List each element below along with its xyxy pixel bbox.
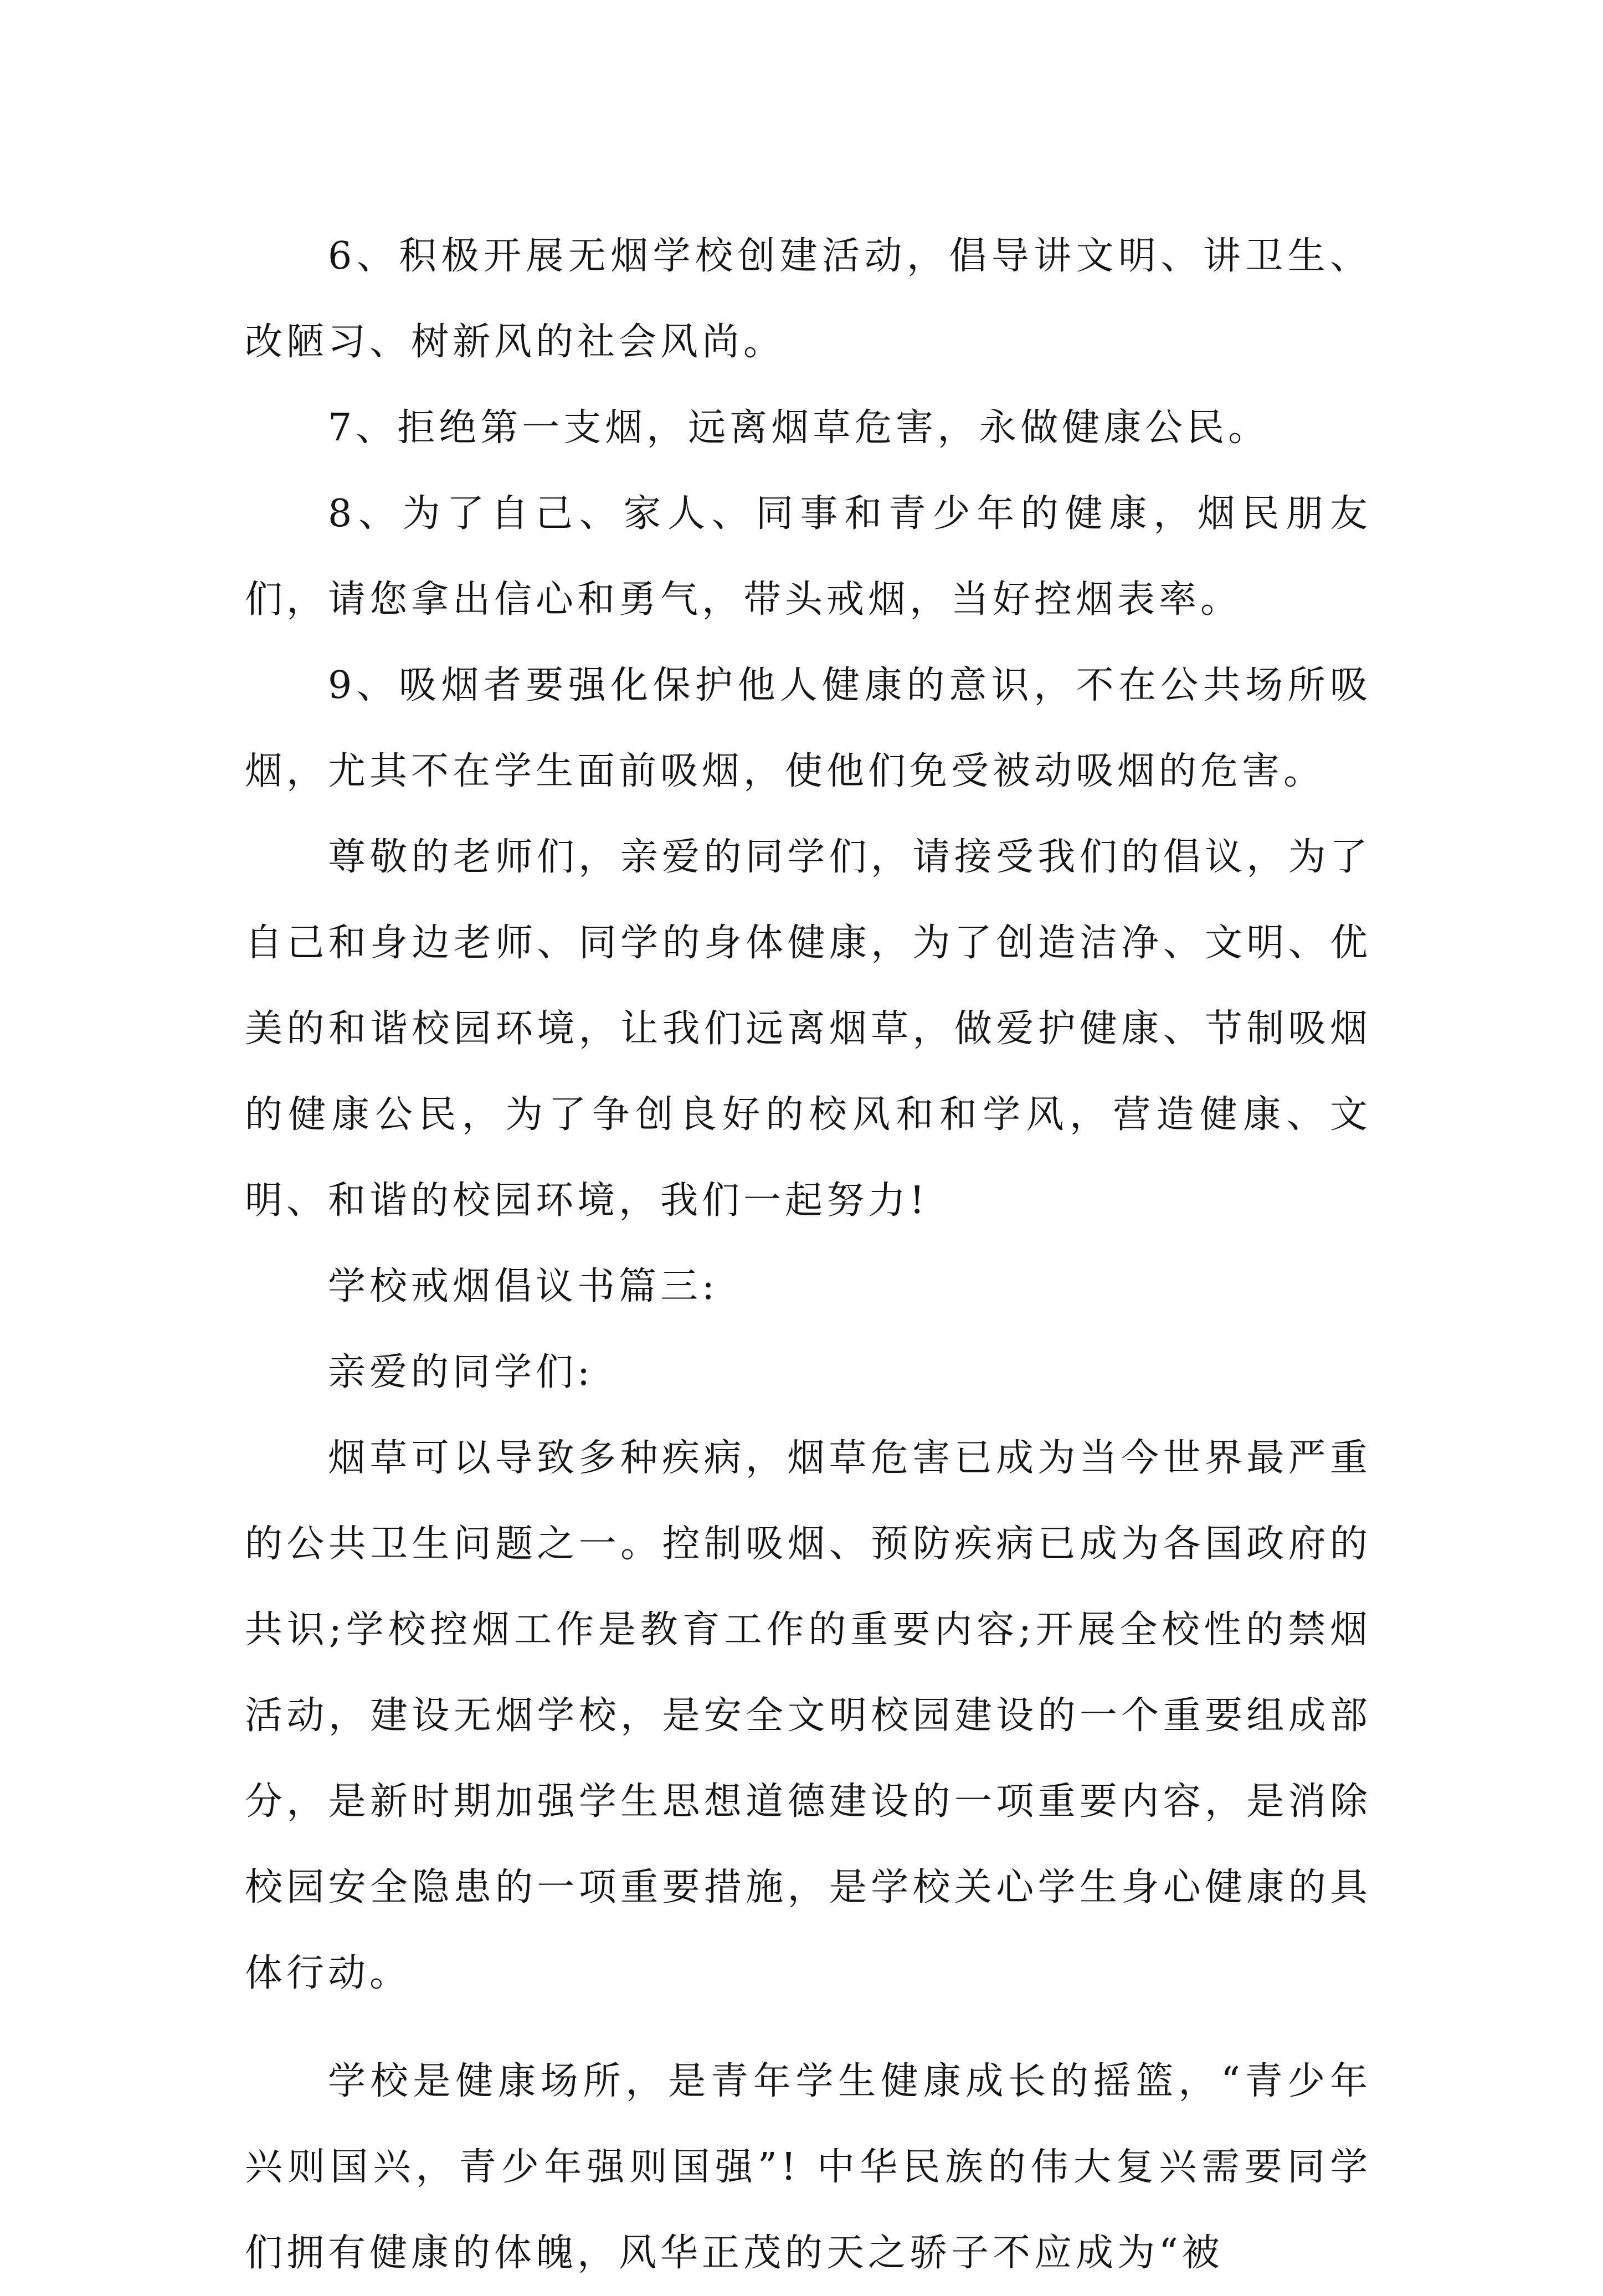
salutation: 亲爱的同学们: [328, 1350, 594, 1394]
paragraph-school-health: 学校是健康场所，是青年学生健康成长的摇篮，“青少年兴则国兴，青少年强则国强”! 中华民族的伟大复兴需要同学们拥有健康的体魄，风华正茂的天之骄子不应成为“被 [245, 2059, 1371, 2275]
paragraph-appeal: 尊敬的老师们，亲爱的同学们，请接受我们的倡议，为了自己和身边老师、同学的身体健康，为了创造洁净、文明、优美的和谐校园环境，让我们远离烟草，做爱护健康、节制吸烟的健康公民，为了争创良好的校风和和学风，营造健康、文明、和谐的校园环境，我们一起努力! [245, 835, 1371, 1223]
paragraph-tobacco-harm: 烟草可以导致多种疾病，烟草危害已成为当今世界最严重的公共卫生问题之一。控制吸烟、预防疾病已成为各国政府的共识;学校控烟工作是教育工作的重要内容;开展全校性的禁烟活动，建设无烟学校，是安全文明校园建设的一个重要组成部分，是新时期加强学生思想道德建设的一项重要内容，是消除校园安全隐患的一项重要措施，是学校关心学生身心健康的具体行动。 [245, 1436, 1371, 1995]
document-body [245, 213, 1371, 2296]
section-heading: 学校戒烟倡议书篇三: [328, 1265, 718, 1308]
paragraph-item-6: 6、积极开展无烟学校创建活动，倡导讲文明、讲卫生、改陋习、树新风的社会风尚。 [245, 234, 1371, 364]
paragraph-item-9: 9、吸烟者要强化保护他人健康的意识，不在公共场所吸烟，尤其不在学生面前吸烟，使他们免受被动吸烟的危害。 [245, 664, 1371, 793]
paragraph-item-8: 8、为了自己、家人、同事和青少年的健康，烟民朋友们，请您拿出信心和勇气，带头戒烟，当好控烟表率。 [245, 492, 1371, 621]
paragraph-item-7: 7、拒绝第一支烟，远离烟草危害，永做健康公民。 [328, 406, 1270, 450]
